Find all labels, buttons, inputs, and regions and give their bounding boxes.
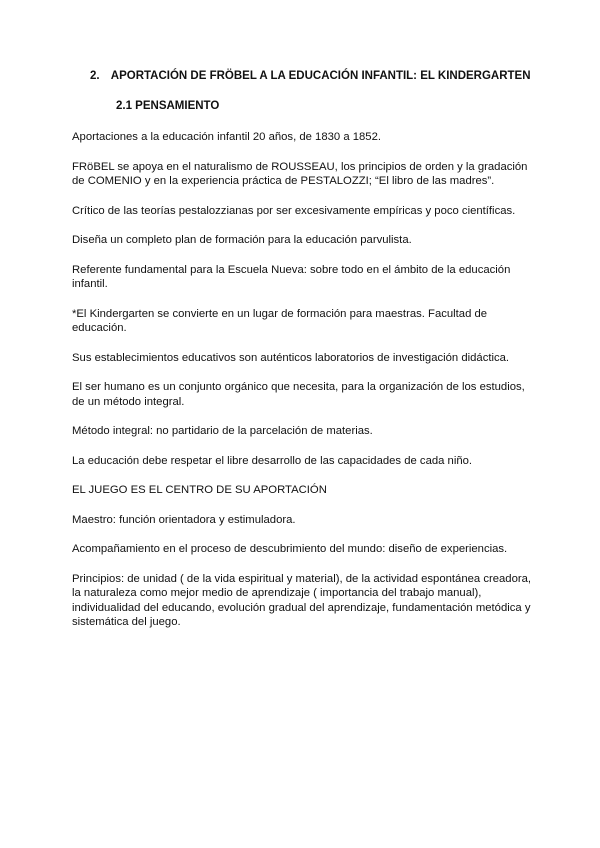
paragraph bbox=[72, 307, 542, 336]
paragraph-line: FRöBEL se apoya en el naturalismo de ROUSSEAU, los principios de orden y la gradación bbox=[72, 160, 528, 173]
paragraph-line: El ser humano es un conjunto orgánico que necesita, para la organización de los estudios, bbox=[72, 381, 525, 393]
paragraph bbox=[72, 542, 542, 557]
subsection-heading: 2.1 PENSAMIENTO bbox=[116, 100, 220, 112]
paragraph-line: sistemática del juego. bbox=[72, 616, 181, 628]
paragraph bbox=[72, 130, 542, 145]
paragraph-line: Método integral: no partidario de la parcelación de materias. bbox=[72, 425, 373, 437]
section-number: 2. bbox=[90, 70, 100, 82]
paragraph-line: Maestro: función orientadora y estimuladora. bbox=[72, 513, 296, 526]
paragraph-line: individualidad del educando, evolución gradual del aprendizaje, fundamentación metódica y bbox=[72, 601, 531, 614]
paragraph bbox=[72, 204, 542, 219]
paragraph-line: Principios: de unidad ( de la vida espiritual y material), de la actividad espontánea creadora, bbox=[72, 572, 532, 585]
paragraph-line: Aportaciones a la educación infantil 20 años, de 1830 a 1852. bbox=[72, 131, 382, 143]
paragraph bbox=[72, 513, 542, 528]
paragraph-line: infantil. bbox=[72, 278, 108, 290]
section-heading bbox=[90, 70, 560, 82]
paragraph bbox=[72, 454, 542, 469]
paragraph-line: Referente fundamental para la Escuela Nueva: sobre todo en el ámbito de la educación bbox=[72, 263, 511, 276]
paragraph-line: la naturaleza como mejor medio de aprendizaje ( importancia del trabajo manual), bbox=[72, 587, 482, 599]
paragraph bbox=[72, 351, 542, 366]
paragraph-line: Diseña un completo plan de formación para la educación parvulista. bbox=[72, 234, 412, 246]
paragraph bbox=[72, 233, 542, 248]
paragraph-line: educación. bbox=[72, 322, 127, 334]
document-body bbox=[72, 130, 542, 645]
paragraph bbox=[72, 263, 542, 292]
paragraph-line: *El Kindergarten se convierte en un lugar de formación para maestras. Facultad de bbox=[72, 307, 488, 320]
paragraph-line: Crítico de las teorías pestalozzianas por ser excesivamente empíricas y poco científicas. bbox=[72, 204, 516, 217]
section-title: APORTACIÓN DE FRÖBEL A LA EDUCACIÓN INFANTIL: EL KINDERGARTEN bbox=[110, 70, 531, 82]
paragraph-line: de un método integral. bbox=[72, 395, 185, 408]
paragraph-line: EL JUEGO ES EL CENTRO DE SU APORTACIÓN bbox=[72, 484, 327, 496]
paragraph-line: Sus establecimientos educativos son auténticos laboratorios de investigación didáctica. bbox=[72, 351, 510, 364]
paragraph-line: La educación debe respetar el libre desarrollo de las capacidades de cada niño. bbox=[72, 454, 473, 467]
paragraph bbox=[72, 380, 542, 409]
paragraph-line: Acompañamiento en el proceso de descubrimiento del mundo: diseño de experiencias. bbox=[72, 543, 508, 555]
paragraph bbox=[72, 424, 542, 439]
paragraph bbox=[72, 483, 542, 498]
paragraph bbox=[72, 572, 542, 630]
paragraph-line: de COMENIO y en la experiencia práctica de PESTALOZZI; “El libro de las madres”. bbox=[72, 175, 495, 187]
paragraph bbox=[72, 160, 542, 189]
